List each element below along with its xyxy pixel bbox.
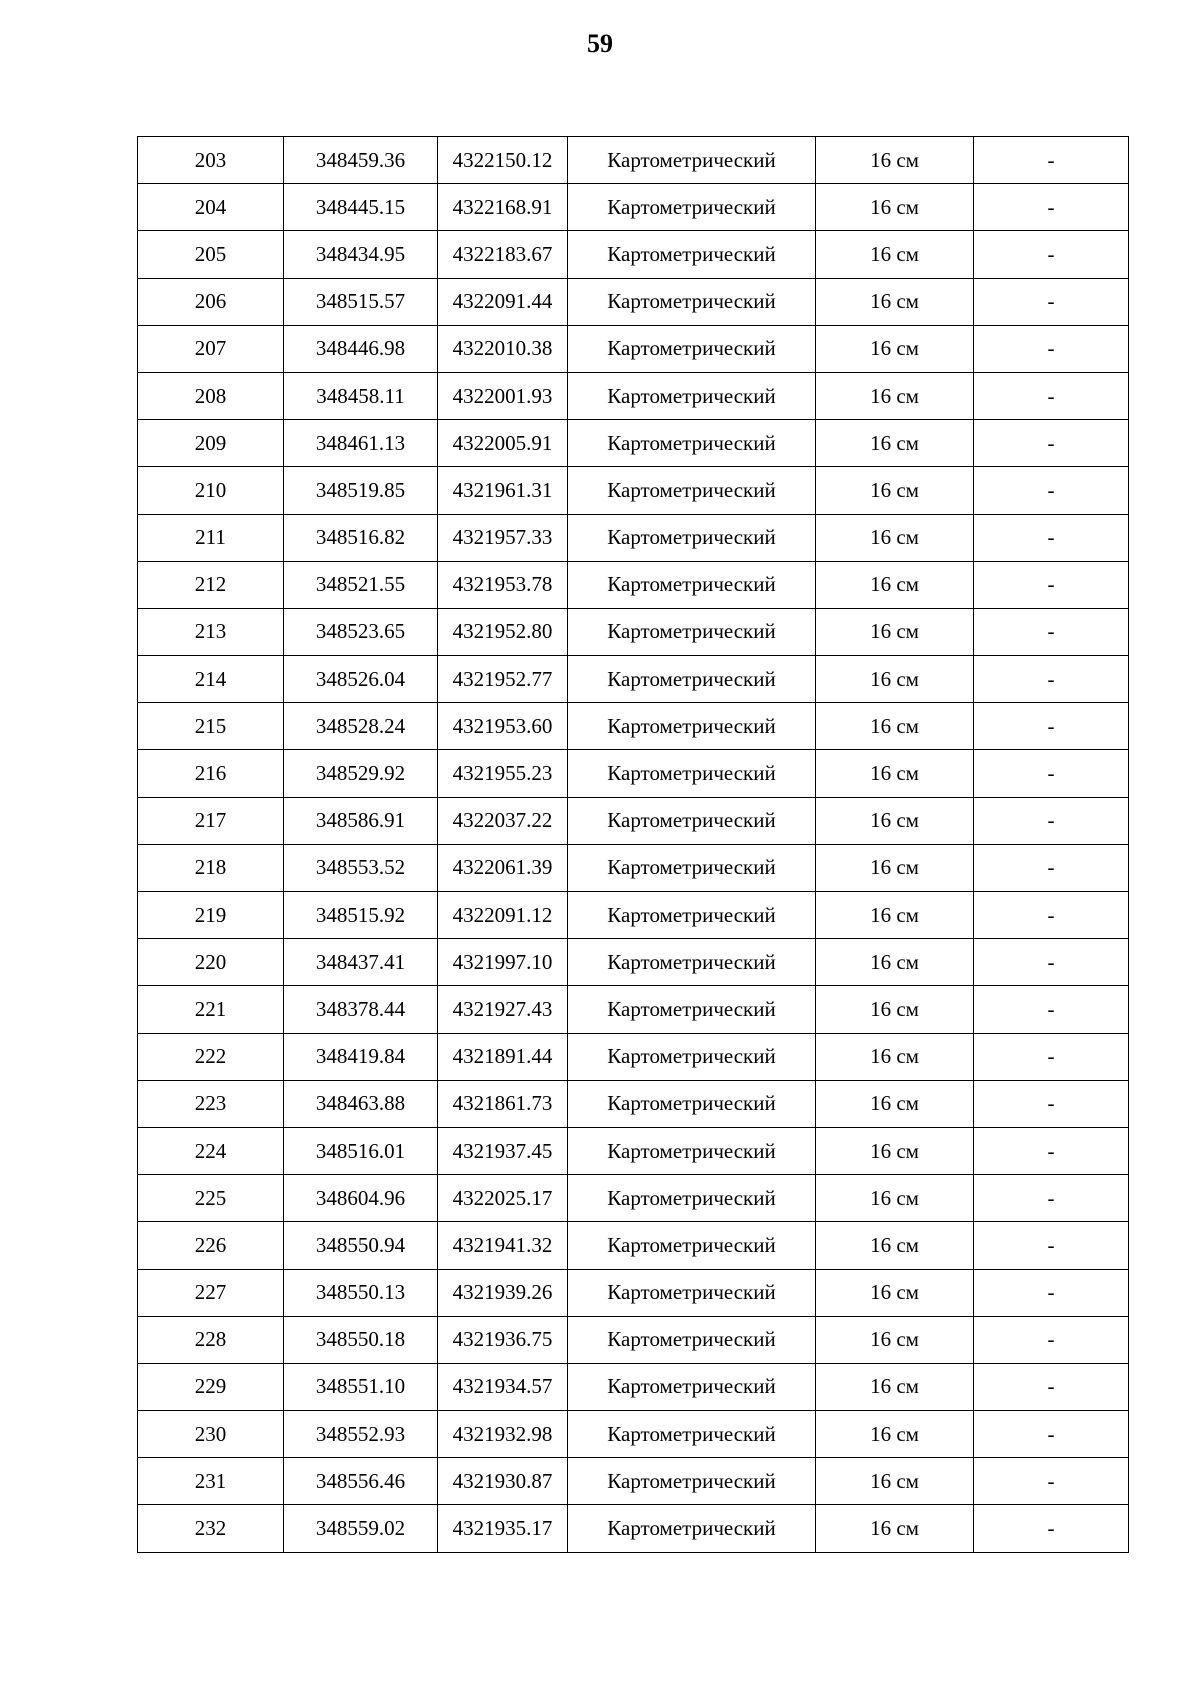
point-number-cell: 228 [138, 1316, 284, 1363]
table-row [138, 892, 1129, 939]
accuracy-cell: 16 см [816, 325, 974, 372]
accuracy-cell: 16 см [816, 986, 974, 1033]
y-coordinate-cell: 4321941.32 [438, 1222, 568, 1269]
y-coordinate-cell: 4321936.75 [438, 1316, 568, 1363]
point-number-cell: 231 [138, 1458, 284, 1505]
method-cell: Картометрический [568, 514, 816, 561]
y-coordinate-cell: 4322091.44 [438, 278, 568, 325]
x-coordinate-cell: 348556.46 [284, 1458, 438, 1505]
method-cell: Картометрический [568, 231, 816, 278]
point-number-cell: 207 [138, 325, 284, 372]
table-row [138, 137, 1129, 184]
accuracy-cell: 16 см [816, 797, 974, 844]
table-row [138, 1505, 1129, 1552]
accuracy-cell: 16 см [816, 467, 974, 514]
description-cell: - [974, 467, 1129, 514]
accuracy-cell: 16 см [816, 278, 974, 325]
point-number-cell: 211 [138, 514, 284, 561]
method-cell: Картометрический [568, 986, 816, 1033]
description-cell: - [974, 184, 1129, 231]
accuracy-cell: 16 см [816, 703, 974, 750]
y-coordinate-cell: 4321952.80 [438, 608, 568, 655]
x-coordinate-cell: 348515.57 [284, 278, 438, 325]
x-coordinate-cell: 348526.04 [284, 656, 438, 703]
description-cell: - [974, 514, 1129, 561]
y-coordinate-cell: 4321934.57 [438, 1363, 568, 1410]
x-coordinate-cell: 348586.91 [284, 797, 438, 844]
table-row [138, 797, 1129, 844]
description-cell: - [974, 892, 1129, 939]
description-cell: - [974, 325, 1129, 372]
table-row [138, 1269, 1129, 1316]
y-coordinate-cell: 4322168.91 [438, 184, 568, 231]
y-coordinate-cell: 4321952.77 [438, 656, 568, 703]
x-coordinate-cell: 348446.98 [284, 325, 438, 372]
coordinates-table [137, 136, 1129, 1553]
y-coordinate-cell: 4321953.78 [438, 561, 568, 608]
method-cell: Картометрический [568, 608, 816, 655]
accuracy-cell: 16 см [816, 1080, 974, 1127]
y-coordinate-cell: 4321861.73 [438, 1080, 568, 1127]
table-row [138, 703, 1129, 750]
table-row [138, 1127, 1129, 1174]
method-cell: Картометрический [568, 372, 816, 419]
method-cell: Картометрический [568, 184, 816, 231]
method-cell: Картометрический [568, 1411, 816, 1458]
y-coordinate-cell: 4322010.38 [438, 325, 568, 372]
x-coordinate-cell: 348516.01 [284, 1127, 438, 1174]
x-coordinate-cell: 348378.44 [284, 986, 438, 1033]
method-cell: Картометрический [568, 467, 816, 514]
x-coordinate-cell: 348552.93 [284, 1411, 438, 1458]
accuracy-cell: 16 см [816, 656, 974, 703]
point-number-cell: 224 [138, 1127, 284, 1174]
y-coordinate-cell: 4321961.31 [438, 467, 568, 514]
description-cell: - [974, 656, 1129, 703]
y-coordinate-cell: 4321957.33 [438, 514, 568, 561]
table-row [138, 1033, 1129, 1080]
table-row [138, 1363, 1129, 1410]
method-cell: Картометрический [568, 278, 816, 325]
point-number-cell: 229 [138, 1363, 284, 1410]
x-coordinate-cell: 348559.02 [284, 1505, 438, 1552]
point-number-cell: 213 [138, 608, 284, 655]
x-coordinate-cell: 348550.94 [284, 1222, 438, 1269]
accuracy-cell: 16 см [816, 750, 974, 797]
method-cell: Картометрический [568, 420, 816, 467]
y-coordinate-cell: 4321939.26 [438, 1269, 568, 1316]
description-cell: - [974, 1127, 1129, 1174]
description-cell: - [974, 1363, 1129, 1410]
method-cell: Картометрический [568, 1505, 816, 1552]
method-cell: Картометрический [568, 703, 816, 750]
table-row [138, 1458, 1129, 1505]
y-coordinate-cell: 4321927.43 [438, 986, 568, 1033]
point-number-cell: 220 [138, 939, 284, 986]
description-cell: - [974, 844, 1129, 891]
table-body [138, 137, 1129, 1553]
table-row [138, 420, 1129, 467]
x-coordinate-cell: 348437.41 [284, 939, 438, 986]
y-coordinate-cell: 4322037.22 [438, 797, 568, 844]
table-row [138, 1080, 1129, 1127]
description-cell: - [974, 1175, 1129, 1222]
table-row [138, 325, 1129, 372]
accuracy-cell: 16 см [816, 1222, 974, 1269]
y-coordinate-cell: 4321935.17 [438, 1505, 568, 1552]
point-number-cell: 209 [138, 420, 284, 467]
point-number-cell: 204 [138, 184, 284, 231]
description-cell: - [974, 1269, 1129, 1316]
x-coordinate-cell: 348551.10 [284, 1363, 438, 1410]
table-row [138, 1316, 1129, 1363]
x-coordinate-cell: 348434.95 [284, 231, 438, 278]
table-row [138, 278, 1129, 325]
description-cell: - [974, 939, 1129, 986]
table-row [138, 844, 1129, 891]
description-cell: - [974, 1080, 1129, 1127]
accuracy-cell: 16 см [816, 231, 974, 278]
accuracy-cell: 16 см [816, 1505, 974, 1552]
x-coordinate-cell: 348519.85 [284, 467, 438, 514]
method-cell: Картометрический [568, 1175, 816, 1222]
accuracy-cell: 16 см [816, 1458, 974, 1505]
method-cell: Картометрический [568, 797, 816, 844]
table-row [138, 939, 1129, 986]
accuracy-cell: 16 см [816, 1363, 974, 1410]
accuracy-cell: 16 см [816, 137, 974, 184]
x-coordinate-cell: 348463.88 [284, 1080, 438, 1127]
point-number-cell: 210 [138, 467, 284, 514]
method-cell: Картометрический [568, 1080, 816, 1127]
x-coordinate-cell: 348459.36 [284, 137, 438, 184]
x-coordinate-cell: 348461.13 [284, 420, 438, 467]
method-cell: Картометрический [568, 325, 816, 372]
x-coordinate-cell: 348604.96 [284, 1175, 438, 1222]
point-number-cell: 212 [138, 561, 284, 608]
accuracy-cell: 16 см [816, 1316, 974, 1363]
method-cell: Картометрический [568, 750, 816, 797]
x-coordinate-cell: 348550.18 [284, 1316, 438, 1363]
accuracy-cell: 16 см [816, 420, 974, 467]
method-cell: Картометрический [568, 1269, 816, 1316]
table-row [138, 372, 1129, 419]
table-row [138, 1175, 1129, 1222]
method-cell: Картометрический [568, 1033, 816, 1080]
y-coordinate-cell: 4322001.93 [438, 372, 568, 419]
y-coordinate-cell: 4322150.12 [438, 137, 568, 184]
method-cell: Картометрический [568, 939, 816, 986]
point-number-cell: 203 [138, 137, 284, 184]
table-row [138, 467, 1129, 514]
point-number-cell: 217 [138, 797, 284, 844]
x-coordinate-cell: 348523.65 [284, 608, 438, 655]
y-coordinate-cell: 4321955.23 [438, 750, 568, 797]
y-coordinate-cell: 4322061.39 [438, 844, 568, 891]
accuracy-cell: 16 см [816, 939, 974, 986]
y-coordinate-cell: 4321937.45 [438, 1127, 568, 1174]
y-coordinate-cell: 4321953.60 [438, 703, 568, 750]
accuracy-cell: 16 см [816, 1127, 974, 1174]
method-cell: Картометрический [568, 1458, 816, 1505]
accuracy-cell: 16 см [816, 1269, 974, 1316]
description-cell: - [974, 1505, 1129, 1552]
accuracy-cell: 16 см [816, 1175, 974, 1222]
y-coordinate-cell: 4321930.87 [438, 1458, 568, 1505]
table-row [138, 986, 1129, 1033]
point-number-cell: 230 [138, 1411, 284, 1458]
x-coordinate-cell: 348553.52 [284, 844, 438, 891]
method-cell: Картометрический [568, 1127, 816, 1174]
point-number-cell: 226 [138, 1222, 284, 1269]
y-coordinate-cell: 4322005.91 [438, 420, 568, 467]
x-coordinate-cell: 348521.55 [284, 561, 438, 608]
description-cell: - [974, 703, 1129, 750]
point-number-cell: 216 [138, 750, 284, 797]
description-cell: - [974, 137, 1129, 184]
table-row [138, 656, 1129, 703]
method-cell: Картометрический [568, 844, 816, 891]
description-cell: - [974, 1411, 1129, 1458]
page-number: 59 [587, 29, 613, 58]
method-cell: Картометрический [568, 137, 816, 184]
point-number-cell: 208 [138, 372, 284, 419]
y-coordinate-cell: 4322091.12 [438, 892, 568, 939]
point-number-cell: 205 [138, 231, 284, 278]
description-cell: - [974, 561, 1129, 608]
accuracy-cell: 16 см [816, 608, 974, 655]
table-row [138, 1411, 1129, 1458]
method-cell: Картометрический [568, 656, 816, 703]
x-coordinate-cell: 348445.15 [284, 184, 438, 231]
accuracy-cell: 16 см [816, 372, 974, 419]
point-number-cell: 227 [138, 1269, 284, 1316]
point-number-cell: 225 [138, 1175, 284, 1222]
description-cell: - [974, 1316, 1129, 1363]
x-coordinate-cell: 348419.84 [284, 1033, 438, 1080]
description-cell: - [974, 1222, 1129, 1269]
accuracy-cell: 16 см [816, 514, 974, 561]
x-coordinate-cell: 348516.82 [284, 514, 438, 561]
method-cell: Картометрический [568, 561, 816, 608]
point-number-cell: 215 [138, 703, 284, 750]
description-cell: - [974, 372, 1129, 419]
description-cell: - [974, 420, 1129, 467]
accuracy-cell: 16 см [816, 844, 974, 891]
point-number-cell: 219 [138, 892, 284, 939]
description-cell: - [974, 278, 1129, 325]
accuracy-cell: 16 см [816, 561, 974, 608]
y-coordinate-cell: 4322183.67 [438, 231, 568, 278]
description-cell: - [974, 608, 1129, 655]
point-number-cell: 218 [138, 844, 284, 891]
y-coordinate-cell: 4321932.98 [438, 1411, 568, 1458]
table-row [138, 750, 1129, 797]
table-row [138, 561, 1129, 608]
point-number-cell: 206 [138, 278, 284, 325]
point-number-cell: 223 [138, 1080, 284, 1127]
description-cell: - [974, 231, 1129, 278]
description-cell: - [974, 1458, 1129, 1505]
method-cell: Картометрический [568, 1316, 816, 1363]
point-number-cell: 221 [138, 986, 284, 1033]
y-coordinate-cell: 4321997.10 [438, 939, 568, 986]
description-cell: - [974, 797, 1129, 844]
method-cell: Картометрический [568, 1363, 816, 1410]
accuracy-cell: 16 см [816, 1411, 974, 1458]
method-cell: Картометрический [568, 1222, 816, 1269]
description-cell: - [974, 1033, 1129, 1080]
x-coordinate-cell: 348515.92 [284, 892, 438, 939]
y-coordinate-cell: 4321891.44 [438, 1033, 568, 1080]
x-coordinate-cell: 348528.24 [284, 703, 438, 750]
x-coordinate-cell: 348550.13 [284, 1269, 438, 1316]
table-row [138, 608, 1129, 655]
accuracy-cell: 16 см [816, 892, 974, 939]
x-coordinate-cell: 348529.92 [284, 750, 438, 797]
point-number-cell: 214 [138, 656, 284, 703]
description-cell: - [974, 750, 1129, 797]
x-coordinate-cell: 348458.11 [284, 372, 438, 419]
accuracy-cell: 16 см [816, 184, 974, 231]
y-coordinate-cell: 4322025.17 [438, 1175, 568, 1222]
method-cell: Картометрический [568, 892, 816, 939]
table-row [138, 231, 1129, 278]
table-row [138, 184, 1129, 231]
point-number-cell: 232 [138, 1505, 284, 1552]
point-number-cell: 222 [138, 1033, 284, 1080]
table-row [138, 1222, 1129, 1269]
description-cell: - [974, 986, 1129, 1033]
accuracy-cell: 16 см [816, 1033, 974, 1080]
table-row [138, 514, 1129, 561]
